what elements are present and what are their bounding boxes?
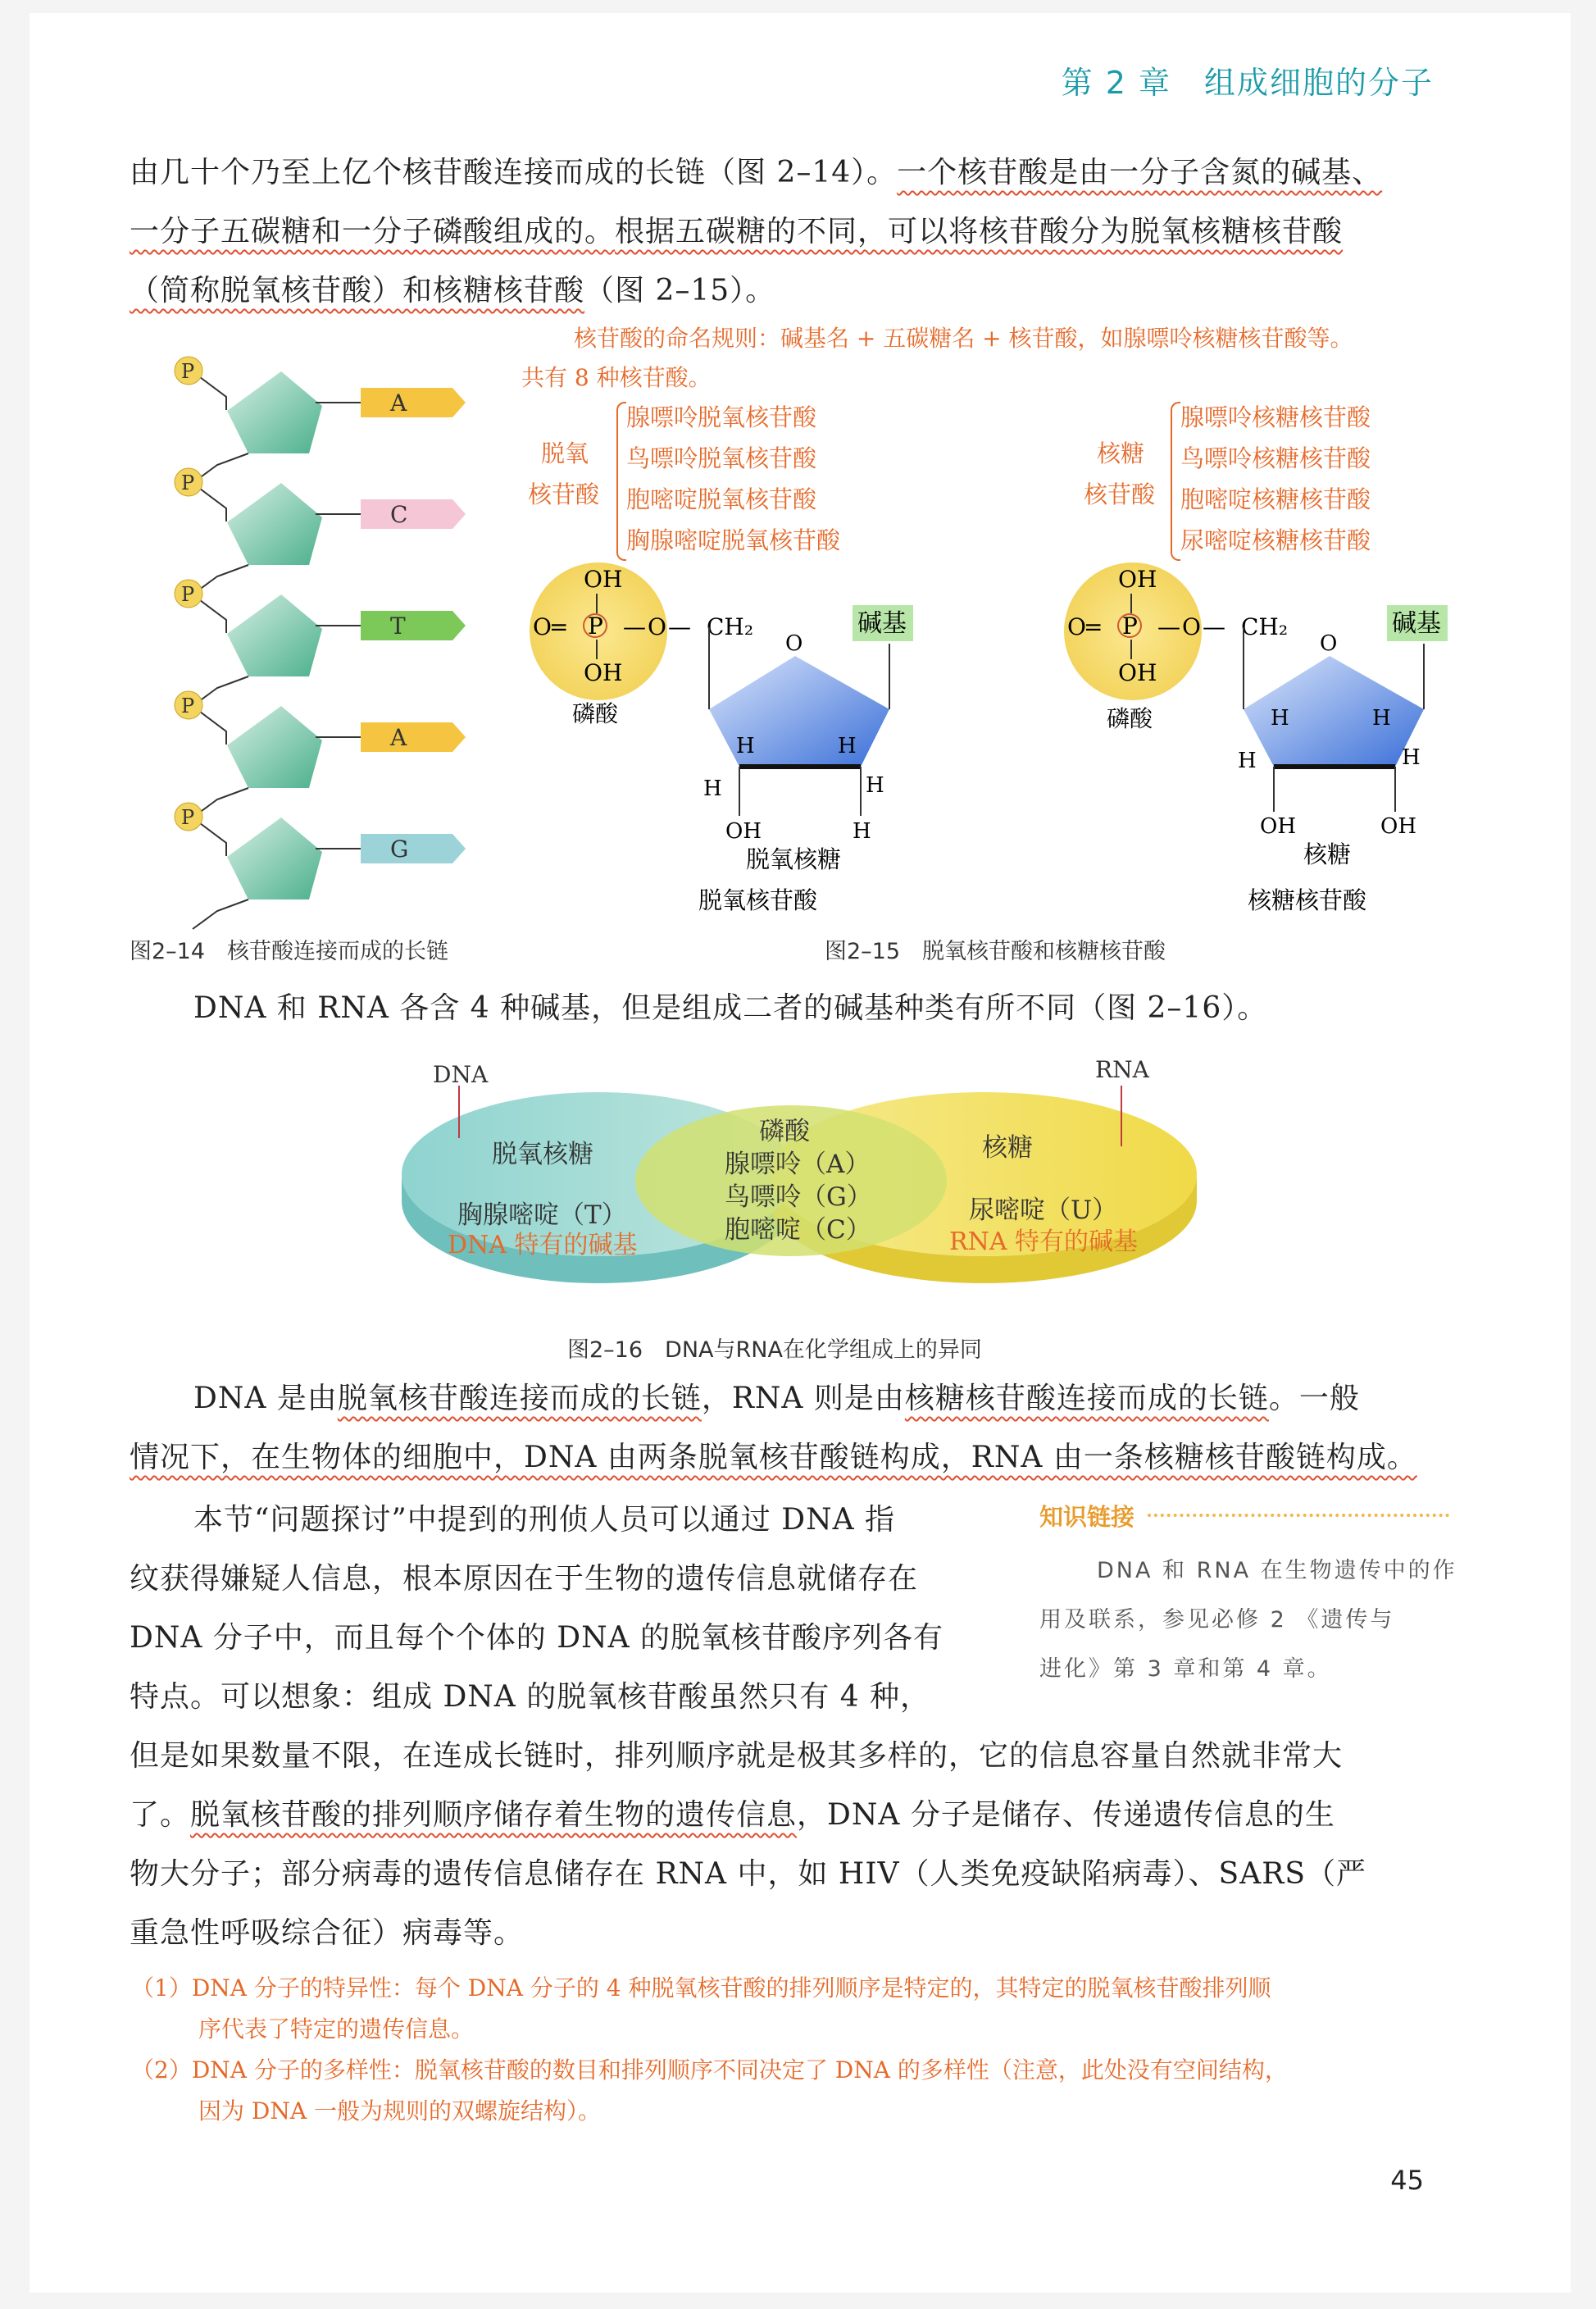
- oh-label: OH: [1118, 659, 1157, 686]
- ribo-item: 腺嘌呤核糖核苷酸: [1180, 403, 1371, 431]
- backbone-bond: [193, 899, 248, 929]
- bond-dash: —: [668, 613, 691, 640]
- ribo-nucleotide-structure: [1064, 562, 1448, 914]
- chapter-header: [1062, 57, 1434, 102]
- underlined-text: 情况下，在生物体的细胞中，DNA 由两条脱氧核苷酸链构成，RNA 由一条核糖核苷酸链构成。: [130, 1441, 1417, 1474]
- ring-o-label: O: [1320, 631, 1338, 656]
- deoxy-item: 胸腺嘧啶脱氧核苷酸: [626, 526, 841, 554]
- ribose-label: 核糖: [1303, 840, 1352, 868]
- oh-label: OH: [1118, 566, 1157, 593]
- paragraph-dna-rna-chains: [130, 1369, 1451, 1487]
- naming-rule-note: 核苷酸的命名规则：碱基名 + 五碳糖名 + 核苷酸，如腺嘌呤核糖核苷酸等。: [574, 325, 1353, 352]
- uracil-item: 尿嘧啶（U）: [969, 1195, 1118, 1225]
- double-bond: =: [549, 613, 569, 640]
- cytosine-item: 胞嘧啶（C）: [725, 1215, 871, 1245]
- h-label: H: [866, 773, 884, 798]
- base-letter: T: [390, 613, 406, 640]
- note-specificity-cont: 序代表了特定的遗传信息。: [198, 2015, 475, 2043]
- ribo-item: 尿嘧啶核糖核苷酸: [1180, 526, 1371, 554]
- deoxy-item: 胞嘧啶脱氧核苷酸: [626, 485, 817, 513]
- bond-dash: —: [623, 613, 646, 640]
- dna-label: DNA: [433, 1061, 489, 1088]
- oh-label: OH: [1380, 814, 1416, 839]
- knowledge-link-divider: [1148, 1514, 1449, 1517]
- adenine-item: 腺嘌呤（A）: [725, 1150, 871, 1179]
- pentose-sugar: [227, 817, 322, 899]
- text: DNA 是由: [193, 1382, 338, 1415]
- paragraph-genetic-info: [130, 1491, 998, 1727]
- phosphodiester-bond: [200, 823, 226, 856]
- underlined-text: 一分子五碳糖和一分子磷酸组成的。: [130, 215, 616, 248]
- guanine-item: 鸟嘌呤（G）: [725, 1182, 872, 1212]
- base-letter: A: [390, 389, 407, 417]
- phosphoric-acid-label: 磷酸: [572, 700, 619, 727]
- bond-dash: —: [1203, 613, 1225, 640]
- text: 进化》第 3 章和第 4 章。: [1039, 1656, 1332, 1682]
- h-label: H: [736, 734, 755, 758]
- pentose-sugar: [227, 706, 322, 788]
- underlined-text: 核糖核苷酸连接而成的长链: [904, 1382, 1269, 1415]
- text: 特点。可以想象：组成 DNA 的脱氧核苷酸虽然只有 4 种，: [130, 1680, 931, 1714]
- chapter-title: 组成细胞的分子: [1203, 65, 1434, 101]
- phosphodiester-bond: [200, 600, 226, 633]
- figure-2-15-structures: [525, 558, 1492, 918]
- text: 。一般: [1268, 1382, 1360, 1415]
- figure-2-14-caption: 图2–14 核苷酸连接而成的长链: [130, 939, 449, 964]
- text: 由几十个乃至上亿个核苷酸连接而成的长链（图 2–14）。: [130, 156, 898, 189]
- text: ，RNA 则是由: [701, 1382, 905, 1415]
- text: 物大分子；部分病毒的遗传信息储存在 RNA 中，如 HIV（人类免疫缺陷病毒）、SARS（严: [130, 1857, 1366, 1891]
- o-label: O: [533, 613, 552, 640]
- pentose-sugar: [227, 594, 322, 676]
- knowledge-link-title: 知识链接: [1039, 1503, 1135, 1531]
- phosphate-label: P: [181, 806, 195, 829]
- text: DNA 分子中，而且每个个体的 DNA 的脱氧核苷酸序列各有: [130, 1621, 944, 1655]
- phosphoric-acid-label: 磷酸: [1107, 705, 1153, 732]
- ribo-group-label-2: 核苷酸: [1084, 480, 1156, 508]
- ch2-label: CH₂: [707, 613, 754, 640]
- h-label: H: [703, 776, 722, 801]
- knowledge-link-body: [1039, 1546, 1457, 1694]
- underlined-text: （简称脱氧核苷酸）和核糖核苷酸: [130, 274, 585, 307]
- underlined-text: 一个核苷酸是由一分子含氮的碱基、: [897, 156, 1383, 189]
- text: DNA 和 RNA 在生物遗传中的作: [1097, 1558, 1457, 1583]
- text: 重急性呼吸综合征）病毒等。: [130, 1916, 525, 1950]
- chapter-number: 第 2 章: [1061, 65, 1171, 101]
- deoxy-item: 腺嘌呤脱氧核苷酸: [626, 403, 817, 431]
- ribo-brace: [1171, 402, 1180, 561]
- rna-label: RNA: [1095, 1056, 1149, 1083]
- phosphate-label: P: [181, 360, 195, 383]
- ribo-item: 鸟嘌呤核糖核苷酸: [1180, 444, 1371, 472]
- naming-count-note: 共有 8 种核苷酸。: [521, 364, 712, 391]
- text: （图 2–15）。: [584, 274, 776, 307]
- base-label: 碱基: [857, 609, 907, 638]
- base-tag: [361, 611, 466, 640]
- o-label: O: [1067, 613, 1086, 640]
- h-label: H: [1271, 706, 1289, 731]
- deoxy-group-label-1: 脱氧: [541, 439, 589, 467]
- p-label: P: [1122, 613, 1138, 640]
- base-letter: G: [390, 836, 409, 863]
- underlined-text: 脱氧核苷酸连接而成的长链: [337, 1382, 702, 1415]
- note-diversity-cont: 因为 DNA 一般为规则的双螺旋结构）。: [198, 2097, 601, 2125]
- text: ，DNA 分子是储存、传递遗传信息的生: [797, 1798, 1335, 1832]
- h-label: H: [853, 819, 871, 844]
- deoxy-group-label-2: 核苷酸: [528, 480, 600, 508]
- ring-o-label: O: [785, 631, 803, 656]
- text: 但是如果数量不限，在连成长链时，排列顺序就是极其多样的，它的信息容量自然就非常大: [130, 1739, 1344, 1773]
- text: 用及联系，参见必修 2 《遗传与: [1039, 1607, 1395, 1633]
- o-label: O: [1182, 613, 1201, 640]
- base-tag: [361, 388, 466, 417]
- rna-specific-base-label: RNA 特有的碱基: [949, 1227, 1139, 1256]
- oh-label: OH: [584, 659, 623, 686]
- deoxy-item: 鸟嘌呤脱氧核苷酸: [626, 444, 817, 472]
- pentose-sugar: [227, 371, 322, 453]
- figure-2-16-caption: 图2–16 DNA与RNA在化学组成上的异同: [567, 1337, 982, 1363]
- nucleotide-chain: [175, 357, 466, 929]
- ch2-label: CH₂: [1241, 613, 1289, 640]
- figure-2-15-caption: 图2–15 脱氧核苷酸和核糖核苷酸: [825, 939, 1166, 964]
- phosphate-item: 磷酸: [759, 1117, 810, 1146]
- dna-specific-base-label: DNA 特有的碱基: [448, 1231, 638, 1259]
- paragraph-genetic-info-cont: [130, 1727, 1451, 1963]
- base-letter: C: [390, 501, 408, 528]
- ribose-item: 核糖: [982, 1133, 1033, 1163]
- figure-2-14-chain: [156, 344, 484, 935]
- underlined-text: 根据五碳糖的不同，可以将核苷酸分为脱氧核糖核苷酸: [615, 215, 1344, 248]
- ribonucleotide-label: 核糖核苷酸: [1248, 886, 1367, 914]
- pentose-sugar: [227, 483, 322, 565]
- oh-label: OH: [1260, 814, 1296, 839]
- deoxy-brace: [616, 402, 626, 561]
- double-bond: =: [1084, 613, 1103, 640]
- p-label: P: [588, 613, 603, 640]
- deoxynucleotide-label: 脱氧核苷酸: [698, 886, 818, 914]
- oh-label: OH: [584, 566, 623, 593]
- base-tag: [361, 499, 466, 529]
- phosphate-label: P: [181, 695, 195, 717]
- paragraph-nucleotide-intro: [130, 143, 1451, 321]
- thymine-item: 胸腺嘧啶（T）: [457, 1200, 627, 1230]
- base-tag: [361, 834, 466, 863]
- text: DNA 和 RNA 各含 4 种碱基，但是组成二者的碱基种类有所不同（图 2–16）。: [193, 991, 1268, 1025]
- phosphodiester-bond: [200, 489, 226, 521]
- paragraph-dna-rna-bases: [193, 979, 1456, 1038]
- o-label: O: [648, 613, 666, 640]
- text: 了。: [130, 1798, 191, 1832]
- h-label: H: [1402, 745, 1421, 770]
- page-number: 45: [1390, 2165, 1424, 2196]
- oh-label: OH: [725, 819, 762, 844]
- base-label: 碱基: [1392, 609, 1441, 638]
- ribo-group-label-1: 核糖: [1097, 439, 1145, 467]
- deoxyribose-label: 脱氧核糖: [746, 845, 842, 873]
- h-label: H: [1238, 749, 1257, 773]
- base-letter: A: [390, 724, 407, 751]
- text: 本节“问题探讨”中提到的刑侦人员可以通过 DNA 指: [193, 1503, 896, 1537]
- h-label: H: [838, 734, 857, 758]
- phosphodiester-bond: [200, 712, 226, 745]
- phosphate-label: P: [181, 471, 195, 494]
- ribo-item: 胞嘧啶核糖核苷酸: [1180, 485, 1371, 513]
- note-diversity: （2）DNA 分子的多样性：脱氧核苷酸的数目和排列顺序不同决定了 DNA 的多样性（注意，此处没有空间结构，: [131, 2056, 1288, 2084]
- figure-2-16-venn: [385, 1050, 1205, 1312]
- text: 纹获得嫌疑人信息，根本原因在于生物的遗传信息就储存在: [130, 1562, 919, 1596]
- phosphate-label: P: [181, 583, 195, 606]
- underlined-text: 脱氧核苷酸的排列顺序储存着生物的遗传信息: [190, 1798, 798, 1832]
- phosphodiester-bond: [200, 377, 226, 410]
- base-tag: [361, 722, 466, 752]
- deoxyribose-item: 脱氧核糖: [492, 1140, 593, 1169]
- deoxy-nucleotide-structure: [530, 562, 913, 914]
- bond-dash: —: [1157, 613, 1180, 640]
- h-label: H: [1372, 706, 1391, 731]
- note-specificity: （1）DNA 分子的特异性：每个 DNA 分子的 4 种脱氧核苷酸的排列顺序是特定的，其特定的脱氧核苷酸排列顺: [131, 1974, 1271, 2002]
